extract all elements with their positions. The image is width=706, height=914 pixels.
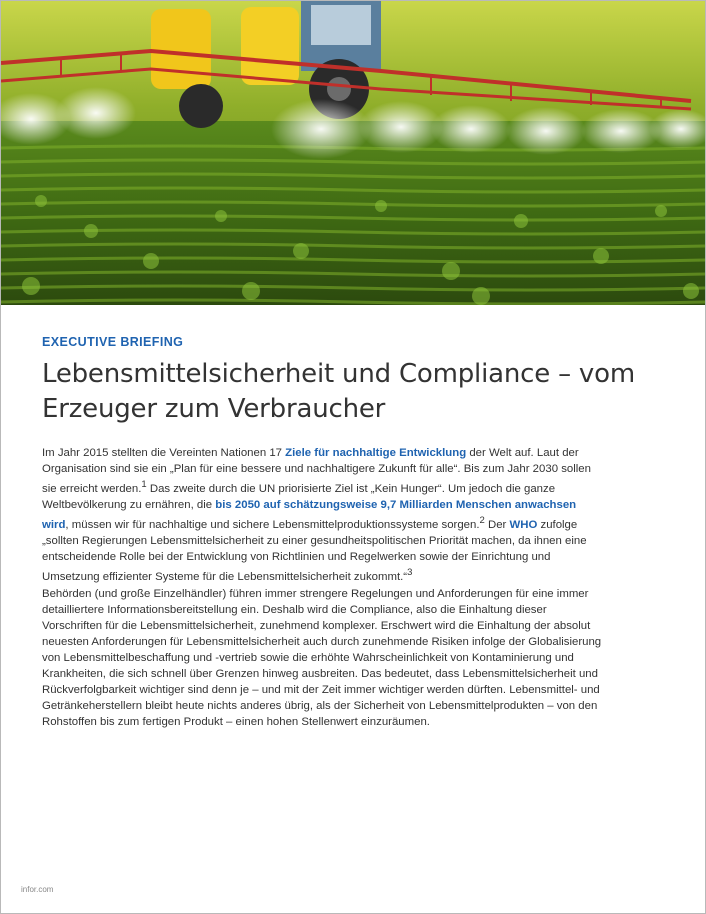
footer-url: infor.com [21,885,54,894]
paragraph-text: , müssen wir für nachhaltige und sichere Lebensmittelproduktionssysteme sorgen. [65,518,480,531]
paragraph-intro [42,445,602,584]
paragraph-text: Der [484,518,510,531]
paragraph-text: Im Jahr 2015 stellten die Vereinten Nationen 17 [42,447,286,459]
link-who[interactable]: WHO [509,518,538,531]
link-sustainable-development-goals[interactable]: Ziele für nachhaltige Entwicklung [285,447,467,459]
document-kicker: EXECUTIVE BRIEFING [42,335,184,349]
paragraph-compliance: Behörden (und große Einzelhändler) führen immer strengere Regelungen und Anforderungen für eine immer detailliertere Informationsbereitstellung ein. Deshalb wird die Compliance, also die Einhaltung dieser Vorschriften für die Lebensmittelsicherheit, zunehmend komplexer. Erschwert wird die Einhaltung der absolut neuesten Anforderungen für Lebensmittelsicherheit auch durch zunehmende Risiken infolge der Globalisierung von Lebensmittelbeschaffung und -vertrieb sowie die erhöhte Wahrscheinlichkeit von Kontaminierung und Krankheiten, die sich schnell über Grenzen hinweg ausbreiten. Das bedeutet, dass Lebensmittelsicherheit und Rückverfolgbarkeit wichtiger sind denn je – und mit der Zeit immer wichtiger werden dürften. Lebensmittel- und Getränkeherstellern bleibt heute nichts anderes übrig, als der Sicherheit von Lebensmittelprodukten – von den Rohstoffen bis zum fertigen Produkt – einen hohen Stellenwert einzuräumen. [42,588,602,728]
document-title: Lebensmittelsicherheit und Compliance – vom Erzeuger zum Verbraucher [42,359,635,424]
footnote-ref: 1 [141,479,147,490]
field-sprayer-illustration [1,1,705,305]
footnote-ref: 3 [407,566,413,578]
paragraph-text: Das zweite durch die UN priorisierte Ziel ist „Kein Hunger“. Um jedoch die ganze Weltbevölkerung zu ernähren, die [42,482,556,511]
paragraph-text: der Welt auf. Laut der Organisation sind sie ein „Plan für eine bessere und nachhaltigere Zukunft für alle“. Bis zum Jahr 2030 sollen sie erreicht werden. [42,447,591,495]
hero-image [1,1,705,305]
footnote-ref: 2 [479,514,485,526]
link-population-forecast[interactable]: bis 2050 auf schätzungsweise 9,7 Milliarden Menschen anwachsen wird [42,498,577,531]
paragraph-text: zufolge „sollten Regierungen Lebensmittelsicherheit zu einer gesundheitspolitischen Priorität machen, da ihnen eine entscheidende Rolle bei der Entwicklung von Richtlinien und Regelwerken sowie der Einrichtung und Umsetzung effizienter Systeme für die Lebensmittelsicherheit zukommt.“ [42,518,587,583]
